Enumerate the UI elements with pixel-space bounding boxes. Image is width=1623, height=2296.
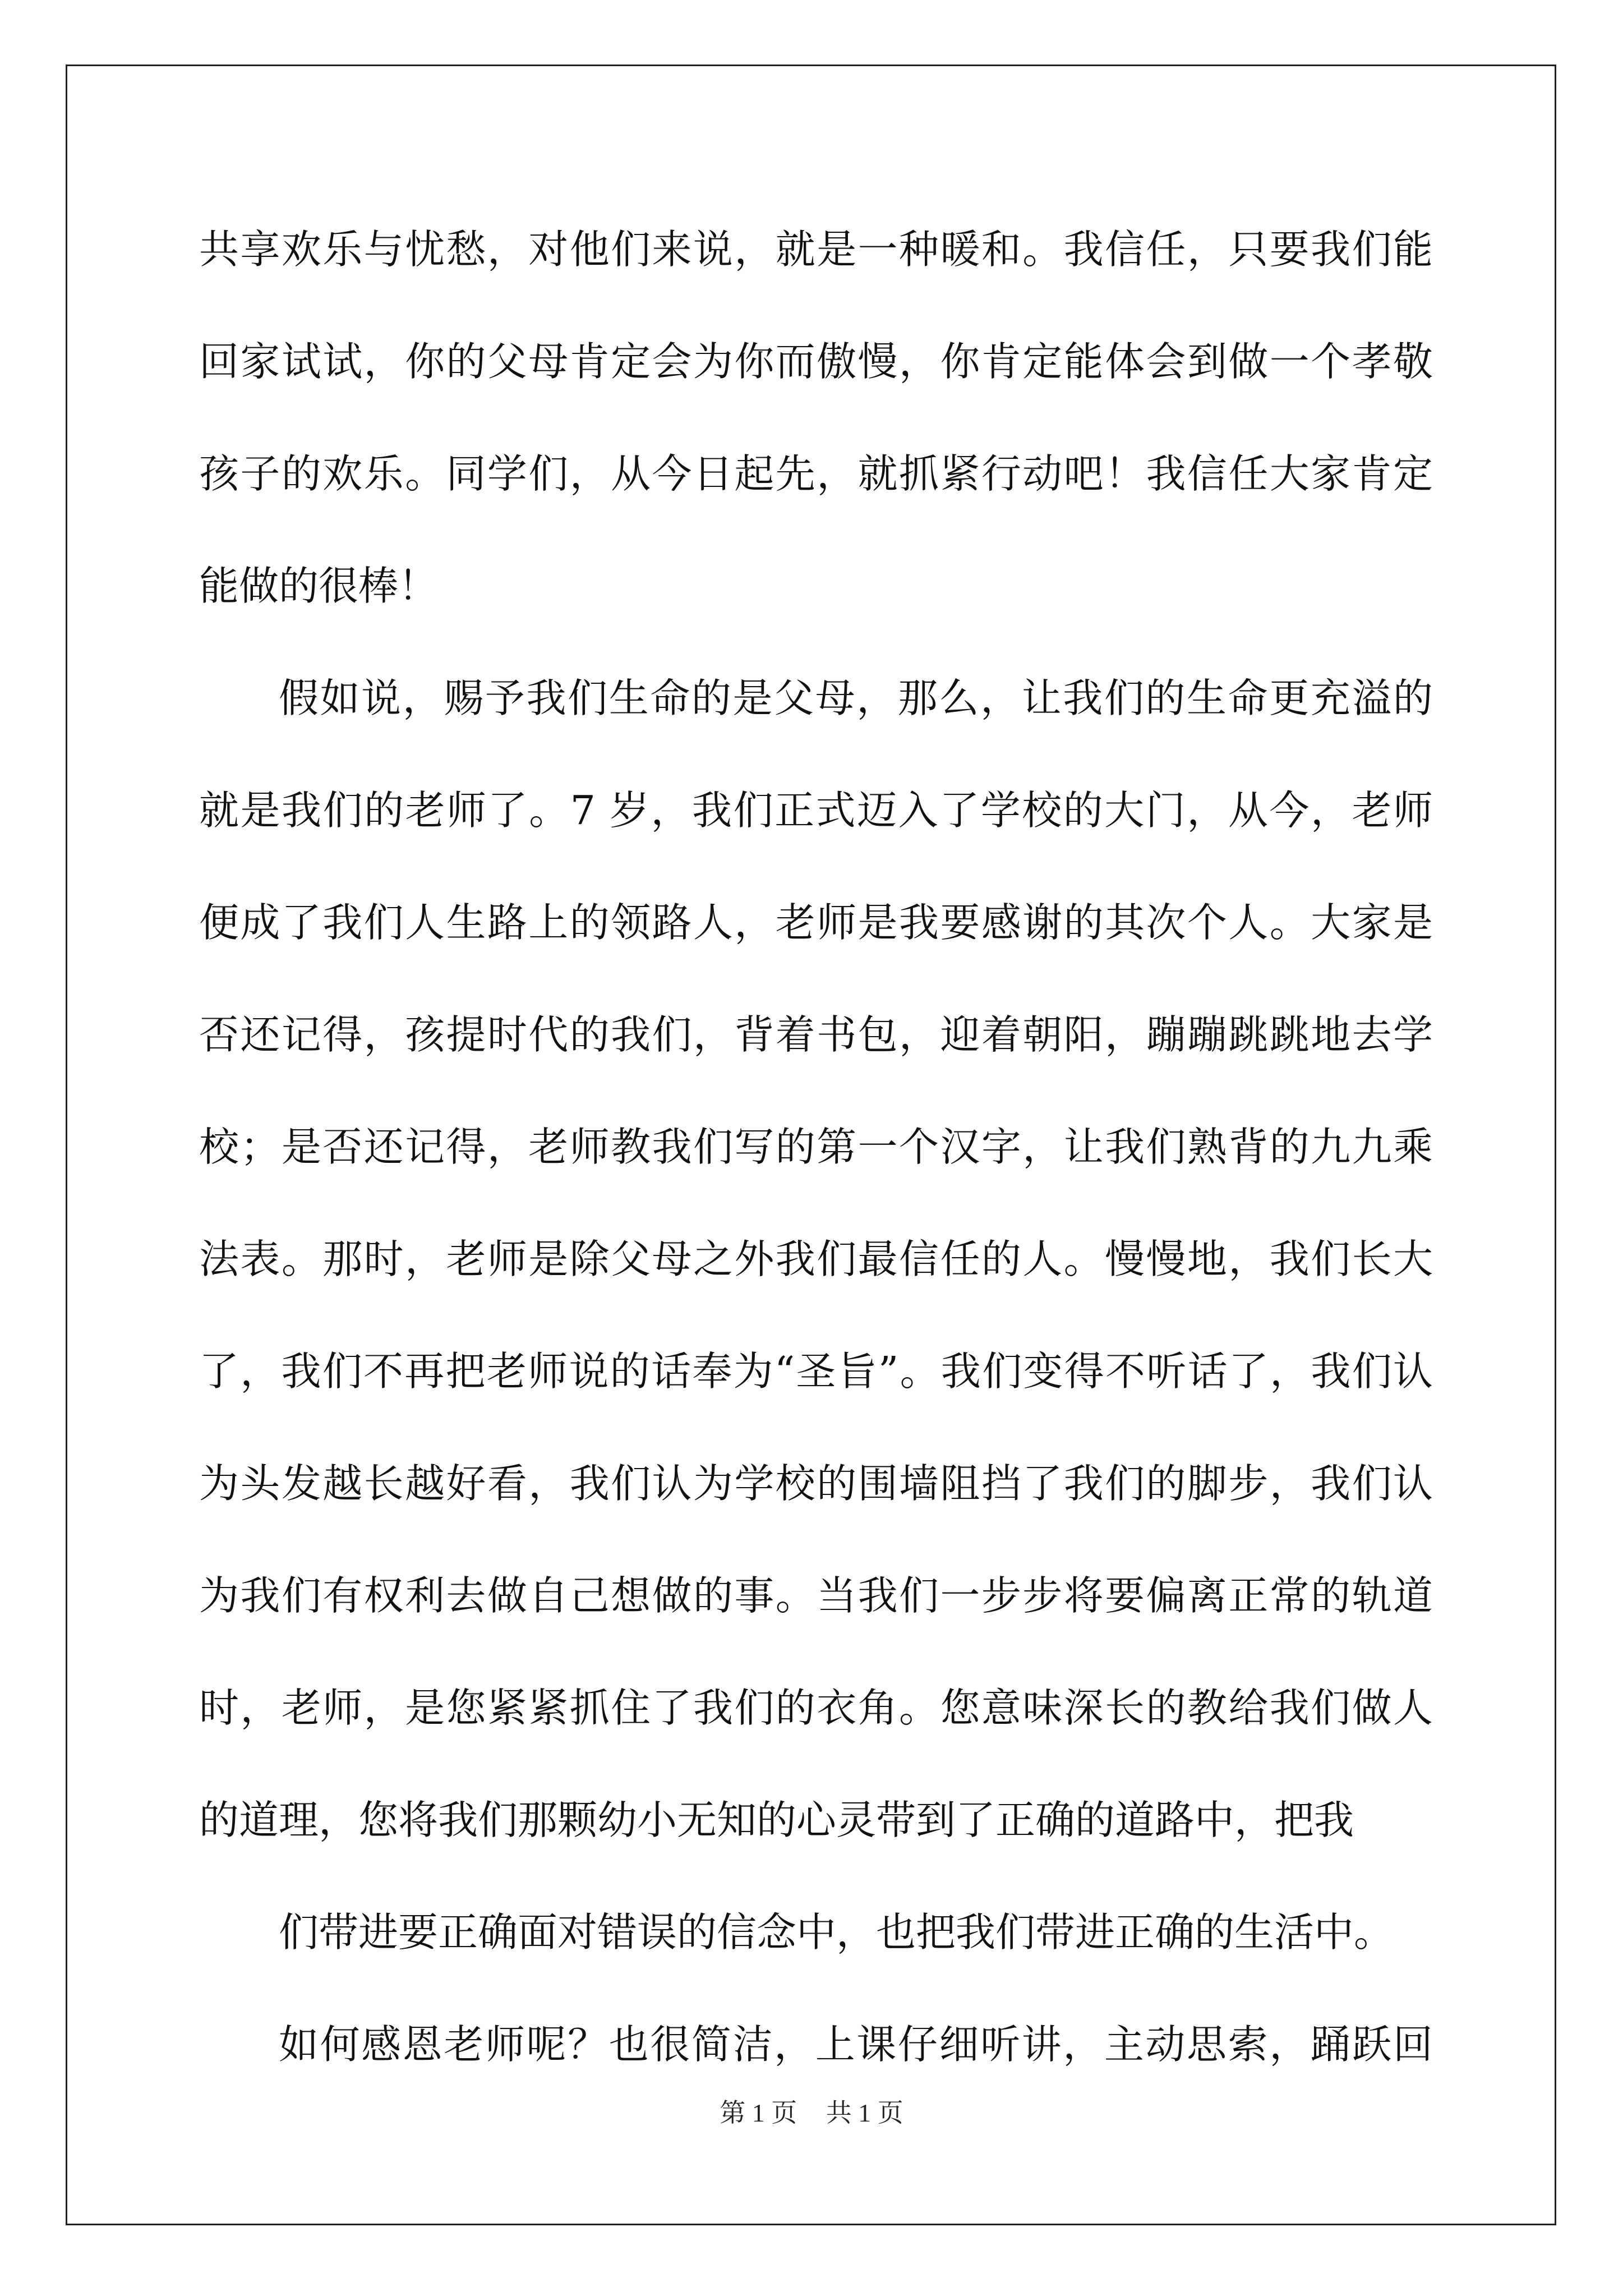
text-line-6: 就是我们的老师了。7 岁，我们正式迈入了学校的大门，从今，老师 [199,787,1433,834]
text-line-14: 时，老师，是您紧紧抓住了我们的衣角。您意味深长的教给我们做人 [199,1685,1433,1731]
text-line-11: 了，我们不再把老师说的话奉为“圣旨”。我们变得不听话了，我们认 [199,1348,1433,1395]
page-footer [0,2092,1623,2129]
text-line-16: 们带进要正确面对错误的信念中，也把我们带进正确的生活中。 [279,1909,1394,1955]
text-line-8: 否还记得，孩提时代的我们，背着书包，迎着朝阳，蹦蹦跳跳地去学 [199,1011,1433,1058]
text-line-10: 法表。那时，老师是除父母之外我们最信任的人。慢慢地，我们长大 [199,1236,1433,1282]
page-number-current: 第 1 页 [720,2099,797,2127]
text-line-4: 能做的很棒！ [199,563,439,609]
page-number-total: 共 1 页 [826,2099,903,2127]
text-line-5: 假如说，赐予我们生命的是父母，那么，让我们的生命更充溢的 [279,675,1433,721]
document-body [199,210,1433,2118]
text-line-7: 便成了我们人生路上的领路人，老师是我要感谢的其次个人。大家是 [199,899,1433,946]
text-line-9: 校；是否还记得，老师教我们写的第一个汉字，让我们熟背的九九乘 [199,1124,1433,1170]
text-line-13: 为我们有权利去做自己想做的事。当我们一步步将要偏离正常的轨道 [199,1572,1433,1619]
text-line-15: 的道理，您将我们那颗幼小无知的心灵带到了正确的道路中，把我 [199,1797,1354,1843]
text-line-3: 孩子的欢乐。同学们，从今日起先，就抓紧行动吧！我信任大家肯定 [199,450,1433,497]
text-line-1: 共享欢乐与忧愁，对他们来说，就是一种暖和。我信任，只要我们能 [199,226,1433,273]
text-line-2: 回家试试，你的父母肯定会为你而傲慢，你肯定能体会到做一个孝敬 [199,338,1433,385]
text-line-12: 为头发越长越好看，我们认为学校的围墙阻挡了我们的脚步，我们认 [199,1460,1433,1507]
text-line-17: 如何感恩老师呢？也很简洁，上课仔细听讲，主动思索，踊跃回 [279,2021,1433,2068]
